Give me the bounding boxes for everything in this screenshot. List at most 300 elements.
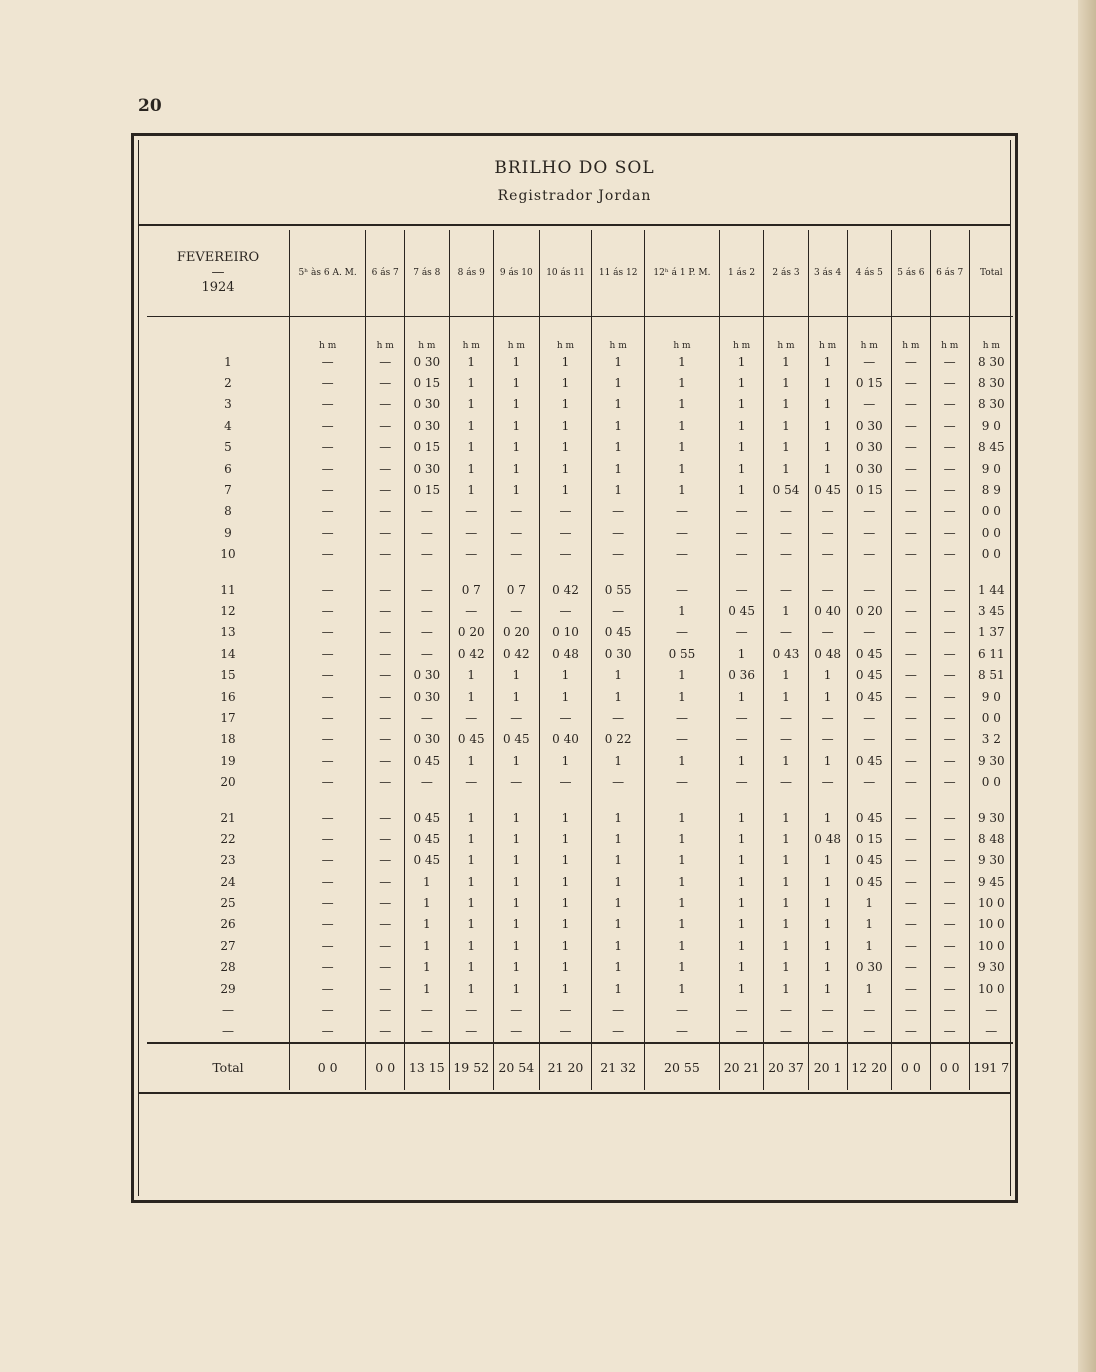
value-cell: 1	[493, 415, 539, 436]
value-cell: —	[592, 522, 645, 543]
value-cell: 1	[808, 914, 847, 935]
value-cell: 1	[644, 914, 719, 935]
value-cell: 1	[719, 437, 763, 458]
value-cell: 0 43	[764, 643, 808, 664]
value-cell: 1	[539, 828, 592, 849]
value-cell: —	[290, 522, 366, 543]
value-cell: —	[891, 458, 930, 479]
value-cell: —	[366, 544, 405, 565]
value-cell: —	[290, 957, 366, 978]
value-cell: 1	[719, 807, 763, 828]
value-cell: 1	[764, 957, 808, 978]
page-number: 20	[138, 96, 162, 116]
value-cell: 0 55	[644, 643, 719, 664]
value-cell: 8 9	[969, 479, 1013, 500]
value-cell: —	[847, 622, 891, 643]
day-cell: 27	[220, 938, 236, 953]
value-cell: 1	[539, 458, 592, 479]
value-cell: —	[290, 437, 366, 458]
value-cell: 1	[808, 807, 847, 828]
value-cell: 1	[449, 750, 493, 771]
spacer-cell	[290, 793, 366, 807]
value-cell: 1	[592, 458, 645, 479]
value-cell: —	[891, 522, 930, 543]
value-cell: 1	[764, 351, 808, 372]
value-cell: —	[449, 707, 493, 728]
value-cell: —	[891, 892, 930, 913]
value-cell: 0 15	[405, 372, 449, 393]
table-frame-inner	[138, 140, 1011, 1196]
value-cell: 1	[644, 458, 719, 479]
value-cell: 1	[719, 935, 763, 956]
value-cell: —	[764, 622, 808, 643]
value-cell: 0 15	[847, 479, 891, 500]
value-cell: —	[290, 935, 366, 956]
value-cell: 1	[719, 978, 763, 999]
day-cell: —	[222, 1024, 234, 1039]
value-cell: —	[930, 729, 969, 750]
value-cell: 1	[493, 458, 539, 479]
value-cell: —	[366, 707, 405, 728]
value-cell: 1	[539, 664, 592, 685]
value-cell: —	[644, 522, 719, 543]
value-cell: 0 0	[969, 501, 1013, 522]
total-cell: 20 21	[719, 1043, 763, 1090]
table-row	[147, 871, 1013, 892]
day-cell: 3	[224, 397, 232, 412]
value-cell: —	[891, 957, 930, 978]
value-cell: 0 15	[405, 479, 449, 500]
table-row	[147, 957, 1013, 978]
value-cell: —	[366, 579, 405, 600]
value-cell: —	[847, 394, 891, 415]
day-cell: 23	[220, 853, 236, 868]
value-cell: 1	[719, 850, 763, 871]
value-cell: 1	[539, 957, 592, 978]
value-cell: 1	[449, 351, 493, 372]
unit-cell: h m	[930, 317, 969, 352]
total-cell: 13 15	[405, 1043, 449, 1090]
value-cell: 1 44	[969, 579, 1013, 600]
value-cell: —	[764, 771, 808, 792]
value-cell: —	[891, 978, 930, 999]
table-row	[147, 807, 1013, 828]
value-cell: —	[891, 914, 930, 935]
year-label: 1924	[201, 280, 235, 295]
value-cell: —	[719, 501, 763, 522]
total-cell: 20 1	[808, 1043, 847, 1090]
table-row	[147, 1021, 1013, 1043]
value-cell: 1	[592, 664, 645, 685]
value-cell: —	[644, 729, 719, 750]
value-cell: —	[930, 750, 969, 771]
value-cell: 1	[405, 892, 449, 913]
value-cell: —	[891, 544, 930, 565]
value-cell: —	[930, 1021, 969, 1043]
value-cell: 1	[808, 686, 847, 707]
value-cell: 1	[644, 600, 719, 621]
value-cell: —	[847, 771, 891, 792]
unit-cell: h m	[969, 317, 1013, 352]
value-cell: 1	[808, 415, 847, 436]
value-cell: —	[366, 437, 405, 458]
value-cell: —	[930, 978, 969, 999]
value-cell: 1	[449, 437, 493, 458]
value-cell: 8 30	[969, 372, 1013, 393]
value-cell: 1	[719, 415, 763, 436]
value-cell: —	[930, 999, 969, 1020]
value-cell: —	[847, 707, 891, 728]
value-cell: 1	[493, 850, 539, 871]
value-cell: 0 45	[847, 664, 891, 685]
value-cell: 1	[449, 394, 493, 415]
table-row	[147, 437, 1013, 458]
sunshine-table	[147, 230, 1013, 1090]
value-cell: —	[290, 850, 366, 871]
value-cell: 1	[449, 686, 493, 707]
unit-cell: h m	[290, 317, 366, 352]
value-cell: —	[290, 807, 366, 828]
value-cell: 1	[493, 871, 539, 892]
total-row	[147, 1043, 1013, 1090]
value-cell: —	[891, 686, 930, 707]
spacer-cell	[808, 793, 847, 807]
value-cell: —	[930, 458, 969, 479]
value-cell: 1	[493, 828, 539, 849]
value-cell: —	[366, 935, 405, 956]
value-cell: 1	[449, 664, 493, 685]
spacer-cell	[539, 793, 592, 807]
value-cell: —	[366, 686, 405, 707]
value-cell: —	[930, 957, 969, 978]
table-row	[147, 643, 1013, 664]
value-cell: —	[449, 522, 493, 543]
value-cell: —	[891, 771, 930, 792]
value-cell: —	[847, 544, 891, 565]
total-cell: 21 32	[592, 1043, 645, 1090]
value-cell: —	[493, 501, 539, 522]
value-cell: —	[764, 501, 808, 522]
value-cell: 0 42	[493, 643, 539, 664]
value-cell: —	[493, 544, 539, 565]
table-row	[147, 729, 1013, 750]
value-cell: 1	[808, 458, 847, 479]
table-row	[147, 707, 1013, 728]
total-cell: 21 20	[539, 1043, 592, 1090]
value-cell: —	[719, 771, 763, 792]
value-cell: —	[290, 501, 366, 522]
value-cell: 1	[592, 394, 645, 415]
value-cell: 1	[719, 914, 763, 935]
spacer-cell	[449, 793, 493, 807]
value-cell: 1	[449, 807, 493, 828]
month-header	[147, 230, 290, 317]
value-cell: 0 30	[847, 437, 891, 458]
value-cell: 9 0	[969, 415, 1013, 436]
value-cell: 1	[539, 750, 592, 771]
table-subtitle: Registrador Jordan	[497, 188, 652, 204]
day-cell: 12	[220, 603, 236, 618]
value-cell: —	[493, 999, 539, 1020]
value-cell: 1	[644, 850, 719, 871]
value-cell: —	[808, 501, 847, 522]
day-cell: 15	[220, 668, 236, 683]
value-cell: 0 22	[592, 729, 645, 750]
value-cell: 1	[719, 394, 763, 415]
value-cell: 1	[808, 978, 847, 999]
value-cell: —	[930, 372, 969, 393]
column-header: 9 ás 10	[493, 230, 539, 317]
day-cell: 4	[224, 418, 232, 433]
value-cell: —	[366, 622, 405, 643]
value-cell: 1	[808, 850, 847, 871]
column-header: 7 ás 8	[405, 230, 449, 317]
value-cell: 1	[539, 415, 592, 436]
value-cell: 1	[808, 664, 847, 685]
unit-cell: h m	[808, 317, 847, 352]
value-cell: —	[366, 850, 405, 871]
value-cell: 8 48	[969, 828, 1013, 849]
value-cell: 1	[764, 978, 808, 999]
value-cell: —	[290, 479, 366, 500]
value-cell: 1	[449, 850, 493, 871]
value-cell: —	[366, 978, 405, 999]
value-cell: —	[366, 415, 405, 436]
value-cell: 1	[493, 914, 539, 935]
value-cell: 1	[592, 351, 645, 372]
unit-cell: h m	[891, 317, 930, 352]
value-cell: 1	[719, 828, 763, 849]
value-cell: —	[719, 1021, 763, 1043]
value-cell: —	[930, 707, 969, 728]
day-cell: 1	[224, 354, 232, 369]
table-row	[147, 351, 1013, 372]
spacer-cell	[405, 793, 449, 807]
value-cell: —	[891, 394, 930, 415]
value-cell: 1	[808, 957, 847, 978]
value-cell: —	[719, 522, 763, 543]
spacer-cell	[930, 793, 969, 807]
value-cell: —	[290, 643, 366, 664]
value-cell: —	[847, 501, 891, 522]
value-cell: —	[290, 544, 366, 565]
value-cell: —	[493, 707, 539, 728]
table-row	[147, 458, 1013, 479]
value-cell: 1	[764, 750, 808, 771]
value-cell: 1	[449, 892, 493, 913]
value-cell: 0 7	[493, 579, 539, 600]
value-cell: —	[366, 828, 405, 849]
table-row	[147, 544, 1013, 565]
value-cell: 0 0	[969, 707, 1013, 728]
value-cell: 1	[847, 935, 891, 956]
value-cell: 1	[449, 458, 493, 479]
value-cell: —	[366, 957, 405, 978]
spacer-row	[147, 565, 1013, 579]
value-cell: —	[405, 522, 449, 543]
value-cell: —	[644, 501, 719, 522]
value-cell: 1	[592, 807, 645, 828]
value-cell: 0 20	[493, 622, 539, 643]
value-cell: 1	[644, 807, 719, 828]
value-cell: 1	[644, 828, 719, 849]
value-cell: 0 42	[449, 643, 493, 664]
value-cell: —	[493, 1021, 539, 1043]
value-cell: 1	[493, 892, 539, 913]
column-header: 3 ás 4	[808, 230, 847, 317]
total-cell: 0 0	[891, 1043, 930, 1090]
value-cell: 1	[644, 935, 719, 956]
value-cell: —	[449, 771, 493, 792]
value-cell: 9 0	[969, 686, 1013, 707]
spacer-cell	[592, 565, 645, 579]
column-header: 1 ás 2	[719, 230, 763, 317]
table-row	[147, 579, 1013, 600]
value-cell: 1	[493, 686, 539, 707]
spacer-cell	[930, 565, 969, 579]
value-cell: 8 45	[969, 437, 1013, 458]
value-cell: —	[930, 415, 969, 436]
value-cell: 9 30	[969, 807, 1013, 828]
value-cell: —	[764, 729, 808, 750]
value-cell: 1	[764, 892, 808, 913]
value-cell: —	[930, 351, 969, 372]
value-cell: —	[719, 707, 763, 728]
value-cell: 1	[493, 394, 539, 415]
value-cell: —	[290, 871, 366, 892]
value-cell: —	[891, 871, 930, 892]
day-cell: 9	[224, 525, 232, 540]
value-cell: 1 37	[969, 622, 1013, 643]
value-cell: 1	[719, 372, 763, 393]
value-cell: —	[891, 643, 930, 664]
value-cell: —	[290, 351, 366, 372]
value-cell: 0 55	[592, 579, 645, 600]
value-cell: 1	[493, 750, 539, 771]
value-cell: —	[808, 1021, 847, 1043]
value-cell: —	[644, 622, 719, 643]
value-cell: —	[930, 579, 969, 600]
value-cell: 1	[592, 914, 645, 935]
value-cell: —	[847, 999, 891, 1020]
value-cell: 0 15	[847, 828, 891, 849]
day-cell: 21	[220, 810, 236, 825]
value-cell: 1	[493, 437, 539, 458]
value-cell: —	[290, 978, 366, 999]
value-cell: —	[891, 351, 930, 372]
table-header	[139, 140, 1010, 226]
units-row	[147, 317, 1013, 352]
column-header: Total	[969, 230, 1013, 317]
value-cell: —	[592, 501, 645, 522]
value-cell: 1	[493, 957, 539, 978]
value-cell: —	[719, 544, 763, 565]
value-cell: 0 15	[405, 437, 449, 458]
value-cell: 0 0	[969, 544, 1013, 565]
value-cell: 0 20	[847, 600, 891, 621]
spacer-cell	[808, 565, 847, 579]
value-cell: 10 0	[969, 892, 1013, 913]
value-cell: 1	[719, 479, 763, 500]
value-cell: —	[891, 479, 930, 500]
value-cell: —	[891, 437, 930, 458]
value-cell: 1	[539, 437, 592, 458]
value-cell: —	[891, 729, 930, 750]
table-row	[147, 600, 1013, 621]
value-cell: 0 36	[719, 664, 763, 685]
value-cell: —	[847, 1021, 891, 1043]
value-cell: 0 30	[592, 643, 645, 664]
value-cell: 0 45	[719, 600, 763, 621]
value-cell: 1	[644, 892, 719, 913]
unit-cell: h m	[719, 317, 763, 352]
value-cell: 1	[808, 935, 847, 956]
table-title: BRILHO DO SOL	[494, 158, 655, 178]
value-cell: 1	[592, 686, 645, 707]
value-cell: —	[930, 501, 969, 522]
column-header: 8 ás 9	[449, 230, 493, 317]
value-cell: —	[366, 643, 405, 664]
table-row	[147, 394, 1013, 415]
value-cell: 0 30	[405, 351, 449, 372]
day-cell: 24	[220, 874, 236, 889]
spacer-cell	[449, 565, 493, 579]
value-cell: 0 40	[539, 729, 592, 750]
value-cell: 0 45	[449, 729, 493, 750]
total-cell: 20 55	[644, 1043, 719, 1090]
table-row	[147, 850, 1013, 871]
day-cell: 13	[220, 625, 236, 640]
value-cell: 1	[493, 372, 539, 393]
table-row	[147, 914, 1013, 935]
value-cell: —	[290, 372, 366, 393]
value-cell: —	[891, 579, 930, 600]
value-cell: —	[366, 999, 405, 1020]
value-cell: —	[930, 394, 969, 415]
value-cell: —	[891, 999, 930, 1020]
value-cell: 1	[539, 394, 592, 415]
day-cell: 11	[220, 582, 236, 597]
value-cell: 1	[719, 957, 763, 978]
day-cell: 6	[224, 461, 232, 476]
unit-cell: h m	[449, 317, 493, 352]
value-cell: —	[493, 522, 539, 543]
value-cell: —	[539, 771, 592, 792]
value-cell: —	[644, 579, 719, 600]
value-cell: —	[366, 807, 405, 828]
value-cell: —	[539, 501, 592, 522]
value-cell: 1	[808, 437, 847, 458]
value-cell: 3 45	[969, 600, 1013, 621]
value-cell: 1	[764, 664, 808, 685]
spacer-row	[147, 793, 1013, 807]
value-cell: 1	[644, 978, 719, 999]
value-cell: —	[719, 622, 763, 643]
value-cell: 0 54	[764, 479, 808, 500]
value-cell: 9 30	[969, 750, 1013, 771]
value-cell: 1	[808, 351, 847, 372]
value-cell: —	[405, 622, 449, 643]
value-cell: 1	[644, 871, 719, 892]
value-cell: —	[891, 622, 930, 643]
value-cell: 1	[808, 750, 847, 771]
value-cell: —	[366, 1021, 405, 1043]
value-cell: 0 40	[808, 600, 847, 621]
table-row	[147, 828, 1013, 849]
spacer-cell	[969, 565, 1013, 579]
value-cell: —	[366, 914, 405, 935]
day-cell: —	[222, 1003, 234, 1018]
